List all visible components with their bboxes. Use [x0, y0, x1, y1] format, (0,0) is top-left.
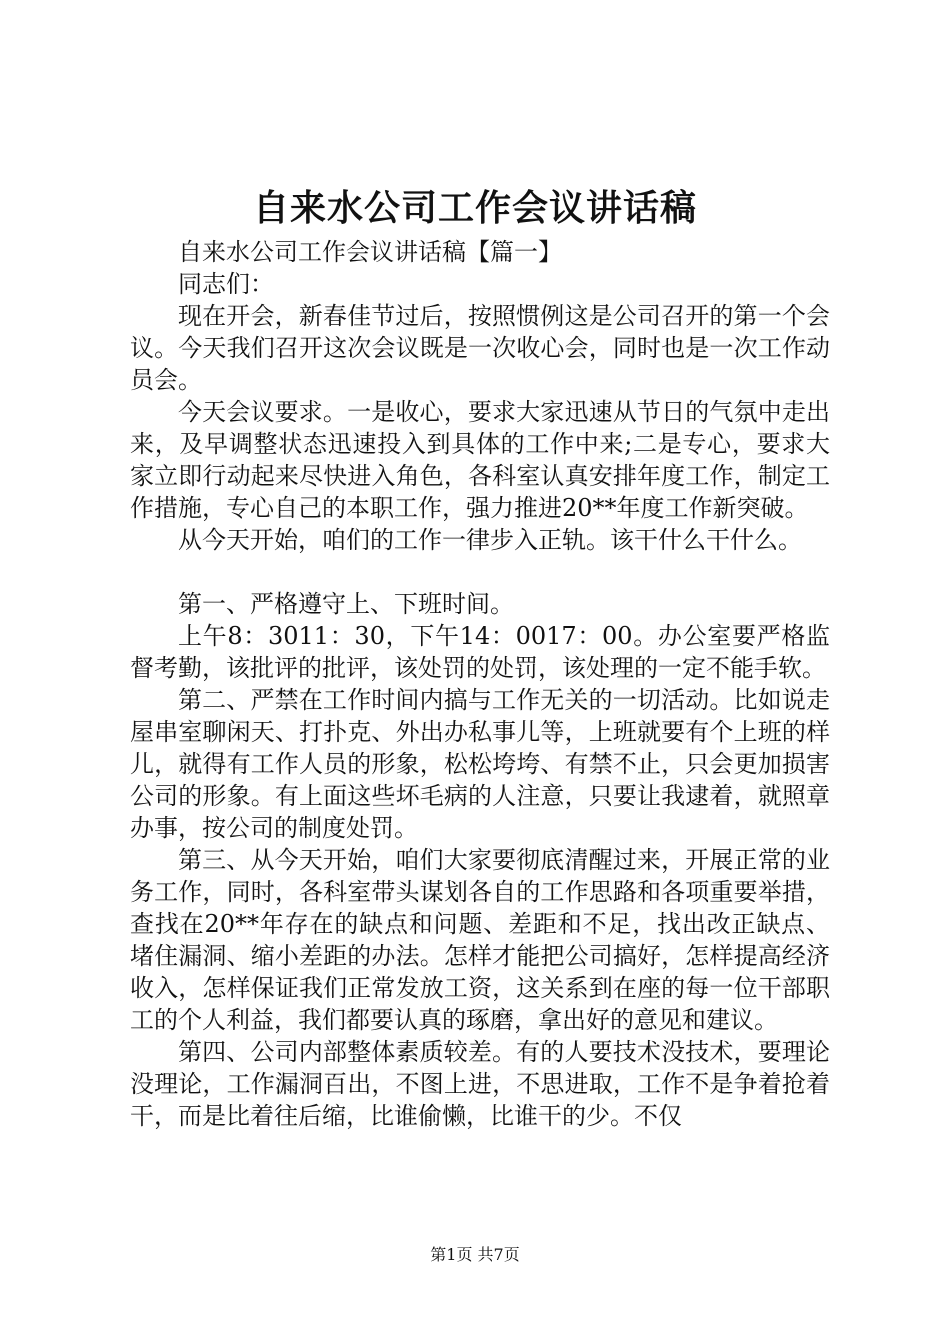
paragraph: 第二、严禁在工作时间内搞与工作无关的一切活动。比如说走屋串室聊闲天、打扑克、外出办私事儿等，上班就要有个上班的样儿，就得有工作人员的形象，松松垮垮、有禁不止，只会更加损害公司的形象。有上面这些坏毛病的人注意，只要让我逮着，就照章办事，按公司的制度处罚。 [130, 686, 830, 842]
paragraph: 第一、严格遵守上、下班时间。 [178, 590, 514, 618]
document-title: 自来水公司工作会议讲话稿 [252, 187, 697, 229]
paragraph: 第四、公司内部整体素质较差。有的人要技术没技术，要理论没理论，工作漏洞百出，不图上进，不思进取，工作不是争着抢着干，而是比着往后缩，比谁偷懒，比谁干的少。不仅 [130, 1038, 830, 1130]
salutation: 同志们： [178, 270, 274, 298]
paragraph: 现在开会，新春佳节过后，按照惯例这是公司召开的第一个会议。今天我们召开这次会议既是一次收心会，同时也是一次工作动员会。 [130, 302, 830, 394]
page-number-footer: 第1页 共7页 [430, 1245, 520, 1264]
paragraph: 今天会议要求。一是收心，要求大家迅速从节日的气氛中走出来，及早调整状态迅速投入到具体的工作中来;二是专心，要求大家立即行动起来尽快进入角色，各科室认真安排年度工作，制定工作措施，专心自己的本职工作，强力推进20**年度工作新突破。 [130, 398, 830, 522]
section-heading: 自来水公司工作会议讲话稿【篇一】 [178, 238, 562, 266]
paragraph: 从今天开始，咱们的工作一律步入正轨。该干什么干什么。 [178, 526, 802, 554]
document-body [130, 236, 830, 1132]
paragraph: 上午8：3011：30，下午14：0017：00。办公室要严格监督考勤，该批评的批评，该处罚的处罚，该处理的一定不能手软。 [130, 622, 830, 682]
paragraph: 第三、从今天开始，咱们大家要彻底清醒过来，开展正常的业务工作，同时，各科室带头谋划各自的工作思路和各项重要举措，查找在20**年存在的缺点和问题、差距和不足，找出改正缺点、堵住漏洞、缩小差距的办法。怎样才能把公司搞好，怎样提高经济收入，怎样保证我们正常发放工资，这关系到在座的每一位干部职工的个人利益，我们都要认真的琢磨，拿出好的意见和建议。 [130, 846, 830, 1034]
